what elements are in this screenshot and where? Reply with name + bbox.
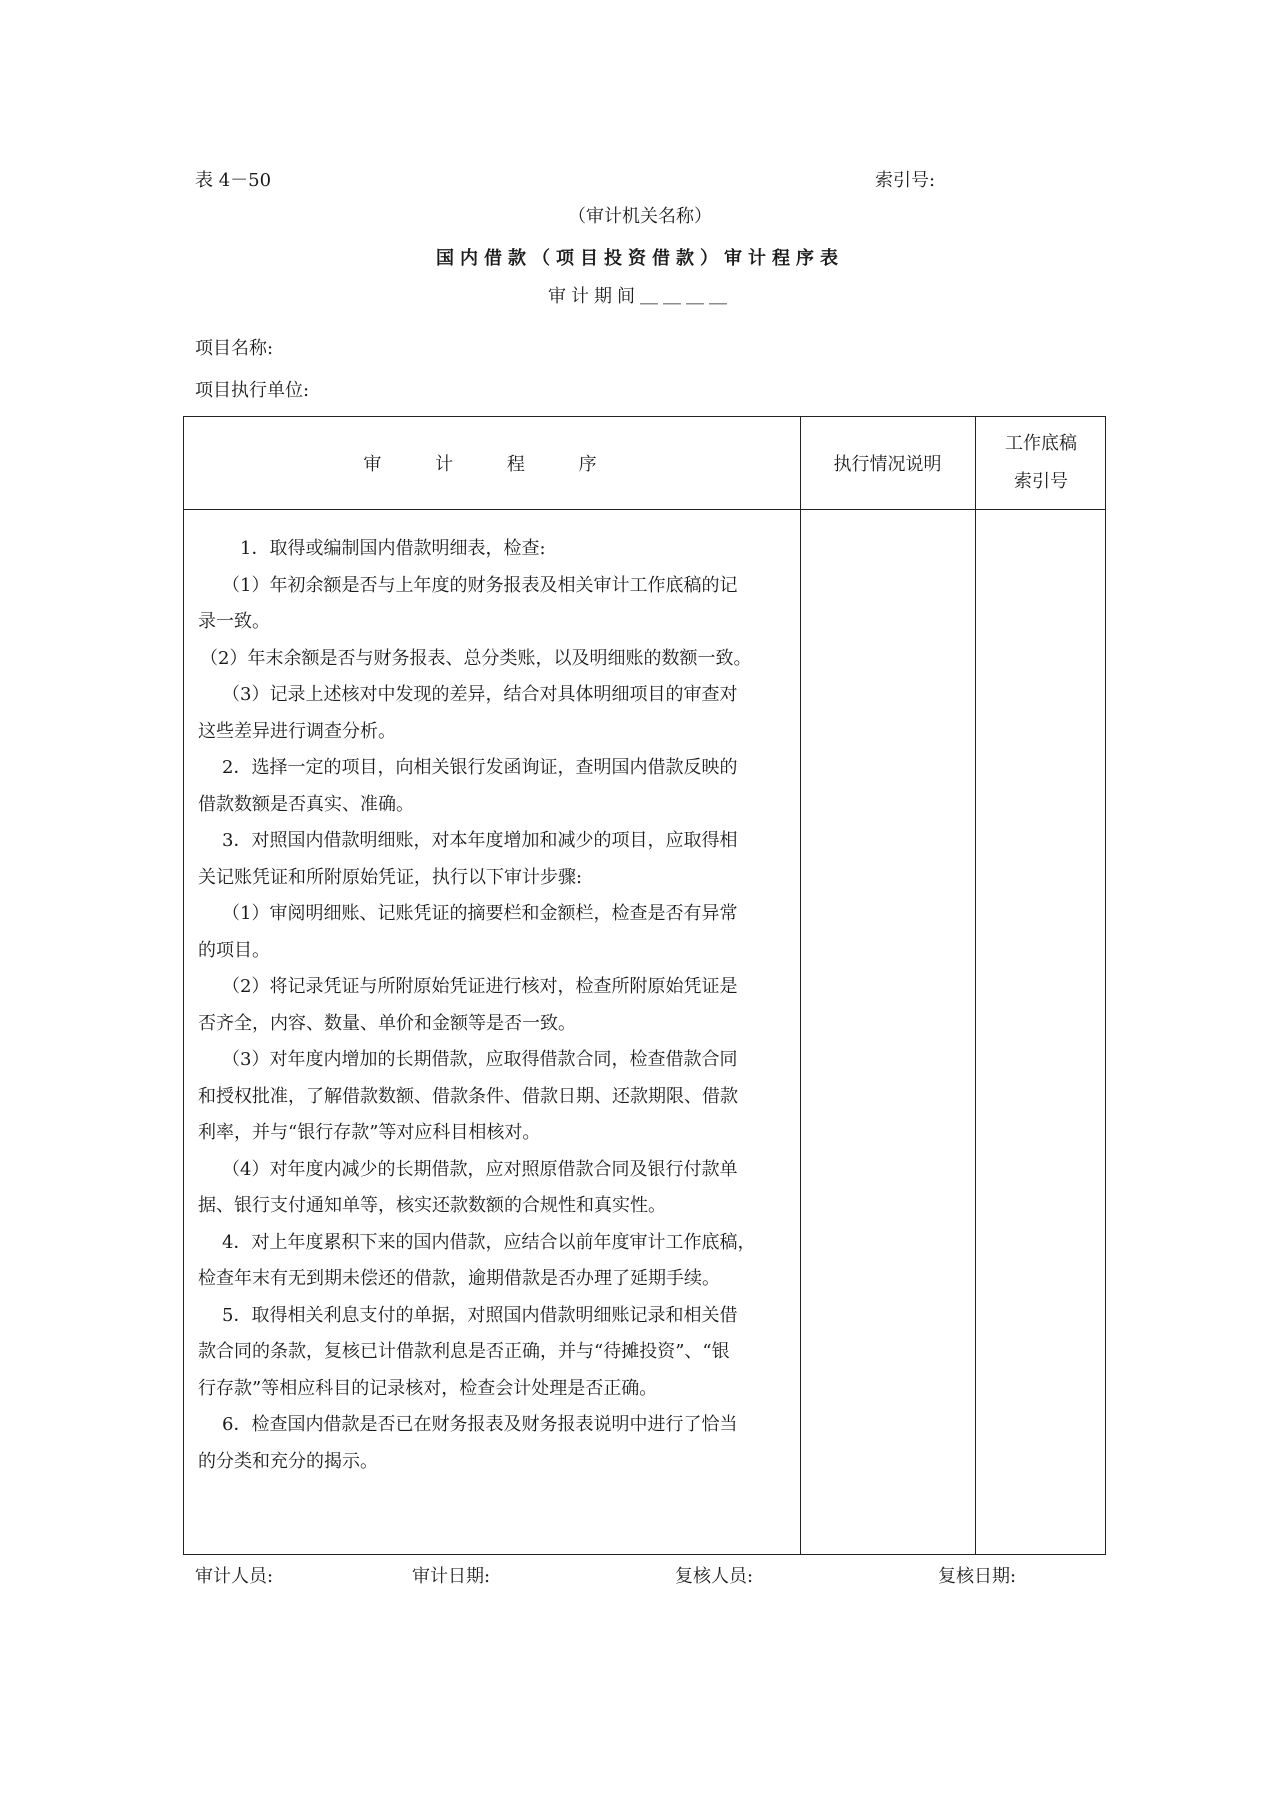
header-execution-notes: 执行情况说明 bbox=[833, 454, 942, 475]
audit-date-label: 审计日期: bbox=[412, 1566, 491, 1587]
procedure-line: 5．取得相关利息支付的单据，对照国内借款明细账记录和相关借 bbox=[222, 1304, 738, 1326]
column-divider bbox=[975, 417, 976, 1554]
procedure-line: 4．对上年度累积下来的国内借款，应结合以前年度审计工作底稿， bbox=[222, 1231, 756, 1253]
column-divider bbox=[800, 417, 801, 1554]
procedure-line: （2）将记录凭证与所附原始凭证进行核对，检查所附原始凭证是 bbox=[222, 976, 738, 997]
procedure-line: （1）年初余额是否与上年度的财务报表及相关审计工作底稿的记 bbox=[222, 574, 738, 596]
header-workpaper-ref-line2: 索引号 bbox=[1014, 471, 1068, 492]
audit-period: 审计期间＿＿＿＿ bbox=[548, 286, 732, 307]
index-number-label: 索引号: bbox=[875, 170, 936, 191]
procedure-line: 的项目。 bbox=[198, 939, 270, 961]
procedure-line: （1）审阅明细账、记账凭证的摘要栏和金额栏，检查是否有异常 bbox=[222, 903, 738, 924]
audit-org-name: （审计机关名称） bbox=[568, 206, 712, 227]
reviewer-label: 复核人员: bbox=[675, 1566, 754, 1587]
header-audit-procedure: 审 计 程 序 bbox=[363, 454, 621, 475]
procedure-line: （4）对年度内减少的长期借款，应对照原借款合同及银行付款单 bbox=[222, 1158, 738, 1180]
procedure-line: 据、银行支付通知单等，核实还款数额的合规性和真实性。 bbox=[198, 1195, 666, 1216]
review-date-label: 复核日期: bbox=[938, 1566, 1017, 1587]
project-unit-label: 项目执行单位: bbox=[195, 380, 310, 401]
procedure-line: （3）对年度内增加的长期借款，应取得借款合同，检查借款合同 bbox=[222, 1049, 738, 1070]
procedure-line: 检查年末有无到期未偿还的借款，逾期借款是否办理了延期手续。 bbox=[198, 1268, 720, 1289]
auditor-label: 审计人员: bbox=[195, 1566, 274, 1587]
audit-procedure-table bbox=[183, 416, 1106, 1555]
procedure-line: 6．检查国内借款是否已在财务报表及财务报表说明中进行了恰当 bbox=[222, 1414, 738, 1435]
procedure-line: 行存款”等相应科目的记录核对，检查会计处理是否正确。 bbox=[198, 1377, 658, 1399]
procedure-line: 否齐全，内容、数量、单价和金额等是否一致。 bbox=[198, 1012, 576, 1034]
procedure-line: 1．取得或编制国内借款明细表，检查: bbox=[240, 538, 546, 559]
procedure-body bbox=[184, 509, 800, 1554]
header-workpaper-ref-line1: 工作底稿 bbox=[1005, 433, 1077, 454]
procedure-line: 3．对照国内借款明细账，对本年度增加和减少的项目，应取得相 bbox=[222, 830, 738, 851]
procedure-line: （2）年末余额是否与财务报表、总分类账，以及明细账的数额一致。 bbox=[200, 647, 752, 669]
procedure-line: 利率，并与“银行存款”等对应科目相核对。 bbox=[198, 1122, 541, 1143]
procedure-line: 2．选择一定的项目，向相关银行发函询证，查明国内借款反映的 bbox=[222, 757, 738, 778]
procedure-line: 这些差异进行调查分析。 bbox=[198, 720, 396, 742]
header-workpaper-ref bbox=[975, 417, 1107, 509]
procedure-line: 录一致。 bbox=[198, 611, 270, 632]
procedure-line: 和授权批准，了解借款数额、借款条件、借款日期、还款期限、借款 bbox=[198, 1085, 738, 1107]
procedure-line: 关记账凭证和所附原始凭证，执行以下审计步骤: bbox=[198, 866, 583, 888]
table-number: 表 4－50 bbox=[195, 170, 272, 191]
procedure-line: （3）记录上述核对中发现的差异，结合对具体明细项目的审查对 bbox=[222, 684, 738, 705]
page-title: 国内借款（项目投资借款）审计程序表 bbox=[436, 248, 844, 269]
project-name-label: 项目名称: bbox=[195, 338, 274, 359]
procedure-line: 的分类和充分的揭示。 bbox=[198, 1450, 378, 1472]
procedure-line: 借款数额是否真实、准确。 bbox=[198, 793, 414, 815]
procedure-line: 款合同的条款，复核已计借款利息是否正确，并与“待摊投资”、“银 bbox=[198, 1341, 730, 1362]
